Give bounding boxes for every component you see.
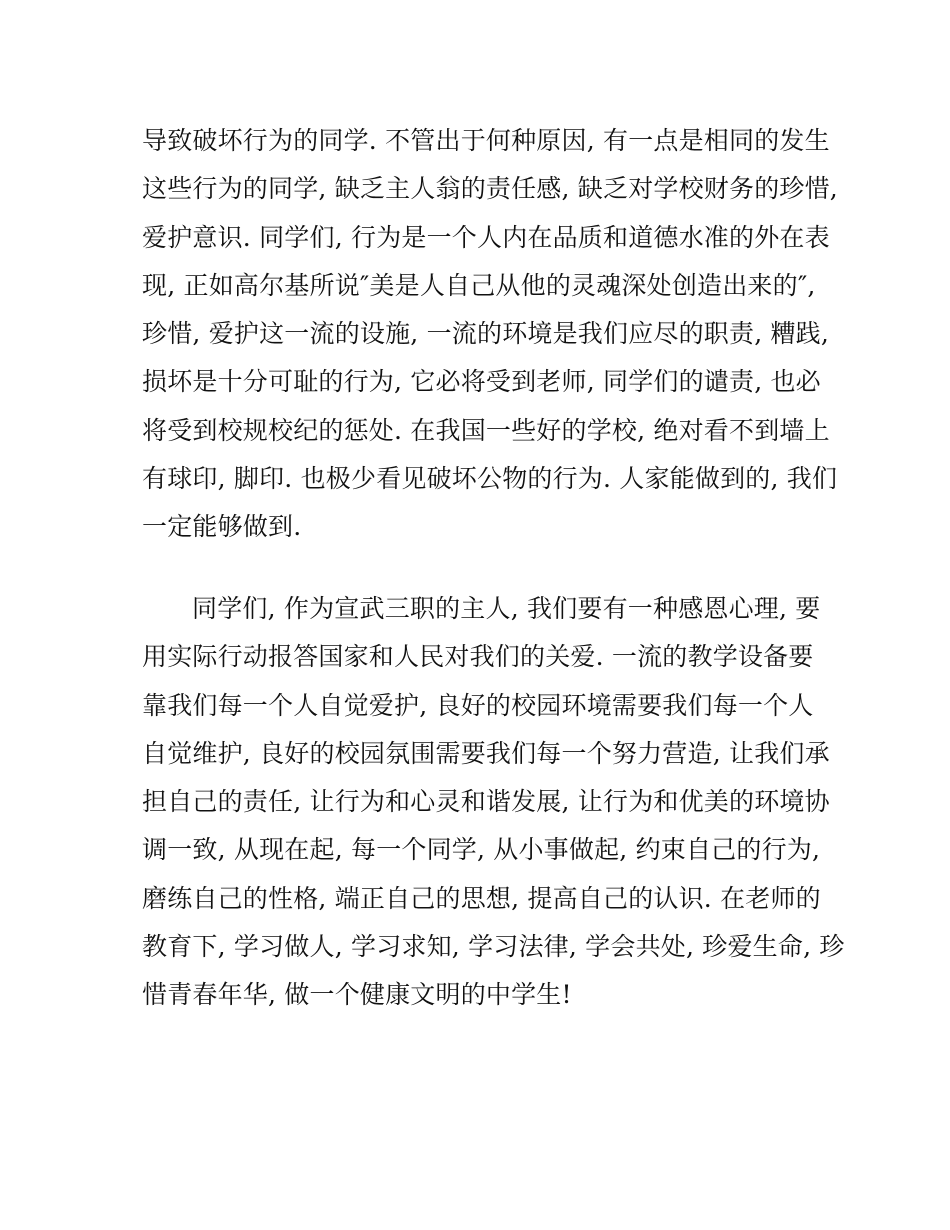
paragraph-line: 自觉维护, 良好的校园氛围需要我们每一个努力营造, 让我们承 [142,738,830,768]
paragraph-line: 有球印, 脚印. 也极少看见破坏公物的行为. 人家能做到的, 我们 [142,464,838,494]
paragraph-line: 调一致, 从现在起, 每一个同学, 从小事做起, 约束自己的行为, [142,835,821,865]
paragraph-line: 教育下, 学习做人, 学习求知, 学习法律, 学会共处, 珍爱生命, 珍 [142,932,845,962]
paragraph-line: 靠我们每一个人自觉爱护, 良好的校园环境需要我们每一个人 [142,690,814,720]
paragraph-line: 惜青春年华, 做一个健康文明的中学生! [142,980,572,1010]
paragraph-line: 将受到校规校纪的惩处. 在我国一些好的学校, 绝对看不到墙上 [142,415,830,445]
paragraph-line: 磨练自己的性格, 端正自己的思想, 提高自己的认识. 在老师的 [142,883,821,913]
paragraph-line: 珍惜, 爱护这一流的设施, 一流的环境是我们应尽的职责, 糟践, [142,319,830,349]
paragraph-2 [142,585,845,1020]
paragraph-line: 现, 正如高尔基所说″美是人自己从他的灵魂深处创造出来的″, [142,270,816,300]
paragraph-line: 这些行为的同学, 缺乏主人翁的责任感, 缺乏对学校财务的珍惜, [142,174,838,204]
paragraph-line: 一定能够做到. [142,512,302,542]
paragraph-line: 担自己的责任, 让行为和心灵和谐发展, 让行为和优美的环境协 [142,787,830,817]
paragraph-line: 爱护意识. 同学们, 行为是一个人内在品质和道德水准的外在表 [142,222,830,252]
paragraph-1 [142,117,838,552]
paragraph-line: 同学们, 作为宣武三职的主人, 我们要有一种感恩心理, 要 [192,594,821,623]
paragraph-line: 用实际行动报答国家和人民对我们的关爱. 一流的教学设备要 [142,642,814,672]
paragraph-line: 导致破坏行为的同学. 不管出于何种原因, 有一点是相同的发生 [142,126,830,155]
paragraph-line: 损坏是十分可耻的行为, 它必将受到老师, 同学们的谴责, 也必 [142,367,821,397]
